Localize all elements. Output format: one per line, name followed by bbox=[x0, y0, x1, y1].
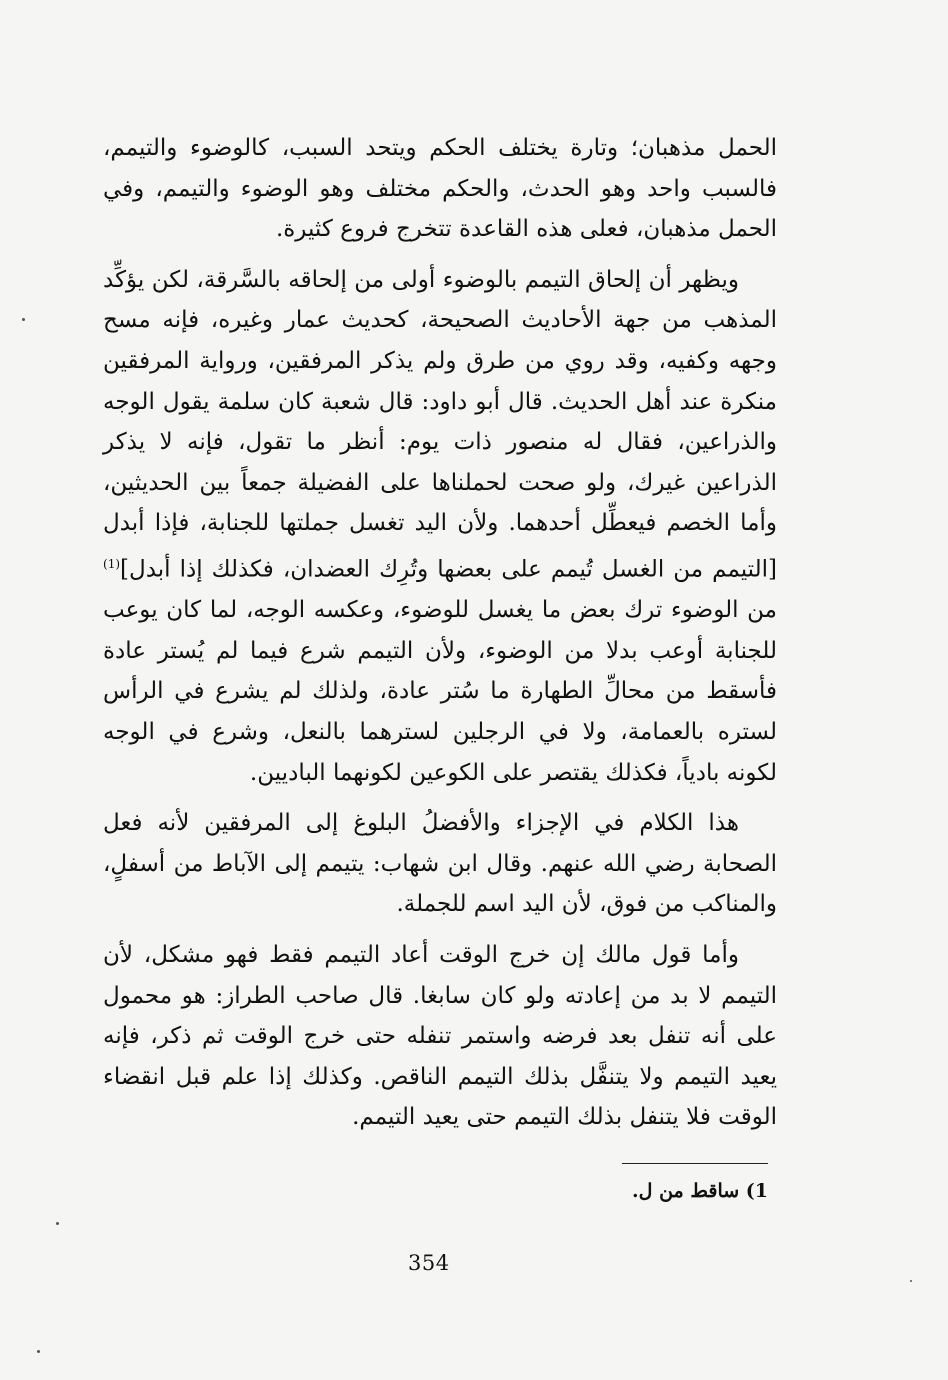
footnote-marker: (1) bbox=[103, 556, 121, 571]
scan-speck bbox=[37, 1350, 40, 1353]
scan-speck bbox=[910, 1280, 912, 1282]
paragraph-3: هذا الكلام في الإجزاء والأفضلُ البلوغ إلى المرفقين لأنه فعل الصحابة رضي الله عنهم. وقال ابن شهاب: يتيمم إلى الآباط من أسفلٍ، والمناكب من فوق، لأن اليد اسم للجملة. bbox=[103, 810, 777, 918]
paragraph-2 bbox=[103, 260, 777, 793]
footnote: 1) ساقط من ل. bbox=[632, 1180, 768, 1202]
paragraph-1: الحمل مذهبان؛ وتارة يختلف الحكم ويتحد السبب، كالوضوء والتيمم، فالسبب واحد وهو الحدث، والحكم مختلف وهو الوضوء والتيمم، وفي الحمل مذهبان، فعلى هذه القاعدة تتخرج فروع كثيرة. bbox=[103, 135, 777, 243]
main-text bbox=[103, 128, 777, 1138]
footnote-divider bbox=[622, 1163, 768, 1164]
scan-speck bbox=[22, 318, 25, 321]
paragraph-2-text: ويظهر أن إلحاق التيمم بالوضوء أولى من إلحاقه بالسَّرقة، لكن يؤكِّد المذهب من جهة الأحاديث الصحيحة، كحديث عمار وغيره، فإنه مسح وجهه وكفيه، وقد روي من طرق ولم يذكر المرفقين، ورواية المرفقين منكرة عند أهل الحديث. قال أبو داود: قال شعبة كان سلمة يقول الوجه والذراعين، فقال له منصور ذات يوم: أنظر ما تقول، فإنه لا يذكر الذراعين غيرك، ولو صحت لحملناها على الفضيلة جمعاً بين الحديثين، وأما الخصم فيعطِّل أحدهما. ولأن اليد تغسل جملتها للجنابة، فإذا أبدل [التيمم من الغسل تُيمم على بعضها وتُرِك العضدان، فكذلك إذا أبدل] bbox=[103, 266, 777, 583]
paragraph-2-continuation: من الوضوء ترك بعض ما يغسل للوضوء، وعكسه الوجه، لما كان يوعب للجنابة أوعب بدلا من الوضوء، ولأن التيمم شرع فيما لم يُستر عادة فأسقط من محالِّ الطهارة ما سُتر عادة، ولذلك لم يشرع في الرأس لستره بالعمامة، ولا في الرجلين لسترهما بالنعل، وشرع في الوجه لكونه بادياً، فكذلك يقتصر على الكوعين لكونهما الباديين. bbox=[103, 597, 777, 786]
page-number: 354 bbox=[408, 1251, 450, 1275]
scan-speck bbox=[56, 1222, 59, 1225]
paragraph-4: وأما قول مالك إن خرج الوقت أعاد التيمم فقط فهو مشكل، لأن التيمم لا بد من إعادته ولو كان سابغا. قال صاحب الطراز: هو محمول على أنه تنفل بعد فرضه واستمر تنفله حتى خرج الوقت ثم ذكر، فإنه يعيد التيمم ولا يتنفَّل بذلك التيمم الناقص. وكذلك إذا علم قبل انقضاء الوقت فلا يتنفل بذلك التيمم حتى يعيد التيمم. bbox=[103, 941, 777, 1131]
